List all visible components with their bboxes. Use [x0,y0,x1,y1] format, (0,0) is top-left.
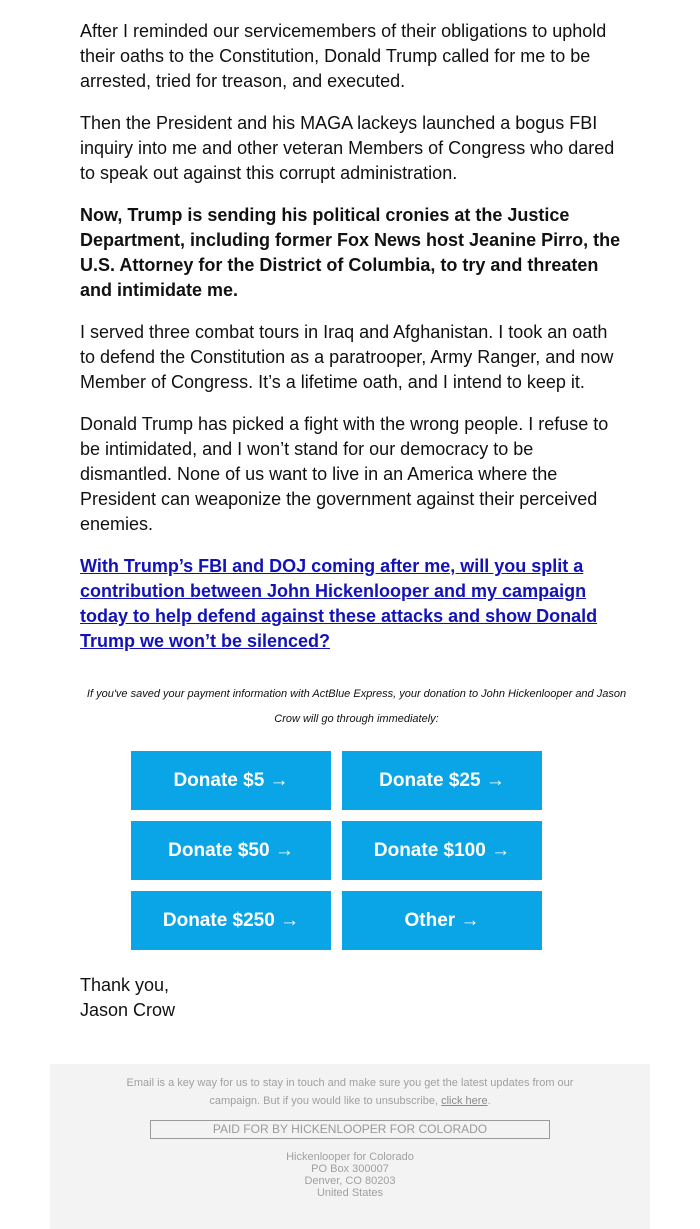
unsubscribe-text-end: . [487,1095,491,1107]
email-footer [50,1064,650,1229]
address-line-pobox: PO Box 300007 [311,1163,389,1175]
paragraph-wrong-people: Donald Trump has picked a fight with the wrong people. I refuse to be intimidated, and I won’t stand for our democracy to be dismantled. None of us want to live in an America where the President can weaponize the government against their perceived enemies. [80,414,609,534]
mailing-address [50,1151,650,1199]
address-line-country: United States [316,1187,384,1199]
contribution-cta-link[interactable]: With Trump’s FBI and DOJ coming after me, will you split a contribution between John Hickenlooper and my campaign today to help defend against these attacks and show Donald Trump we won’t be silenced? [80,556,598,651]
actblue-express-note: If you've saved your payment information with ActBlue Express, your donation to John Hickenlooper and Jason Crow will go through immediately: [86,688,627,725]
paid-for-disclaimer: PAID FOR BY HICKENLOOPER FOR COLORADO [150,1120,550,1139]
donate-100-button[interactable]: Donate $100 → [342,821,542,880]
donate-other-button[interactable]: Other → [342,891,542,950]
paragraph-combat-tours: I served three combat tours in Iraq and Afghanistan. I took an oath to defend the Constitution as a paratrooper, Army Ranger, and now Member of Congress. It’s a lifetime oath, and I intend to keep it. [80,322,614,392]
donate-button-grid [131,751,543,950]
donate-50-button[interactable]: Donate $50 → [131,821,331,880]
unsubscribe-notice [115,1074,585,1110]
unsubscribe-link[interactable]: click here [441,1095,488,1107]
address-line-city: Denver, CO 80203 [304,1175,396,1187]
paragraph-justice-department: Now, Trump is sending his political cronies at the Justice Department, including former Fox News host Jeanine Pirro, the U.S. Attorney for the District of Columbia, to try and threaten and intimidate me. [80,205,621,300]
donate-25-button[interactable]: Donate $25 → [342,751,542,810]
address-line-org: Hickenlooper for Colorado [286,1151,414,1163]
paragraph-trump-threat: After I reminded our servicemembers of their obligations to uphold their oaths to the Constitution, Donald Trump called for me to be arrested, tried for treason, and executed. [80,21,607,91]
signoff [80,973,175,1023]
signoff-name: Jason Crow [80,1000,176,1020]
paragraph-fbi-inquiry: Then the President and his MAGA lackeys launched a bogus FBI inquiry into me and other veteran Members of Congress who dared to speak out against this corrupt administration. [80,113,615,183]
donate-5-button[interactable]: Donate $5 → [131,751,331,810]
unsubscribe-text: Email is a key way for us to stay in touch and make sure you get the latest updates from our campaign. But if you would like to unsubscribe, [126,1077,574,1107]
signoff-closing: Thank you, [80,975,170,995]
email-body [80,19,625,732]
donate-250-button[interactable]: Donate $250 → [131,891,331,950]
